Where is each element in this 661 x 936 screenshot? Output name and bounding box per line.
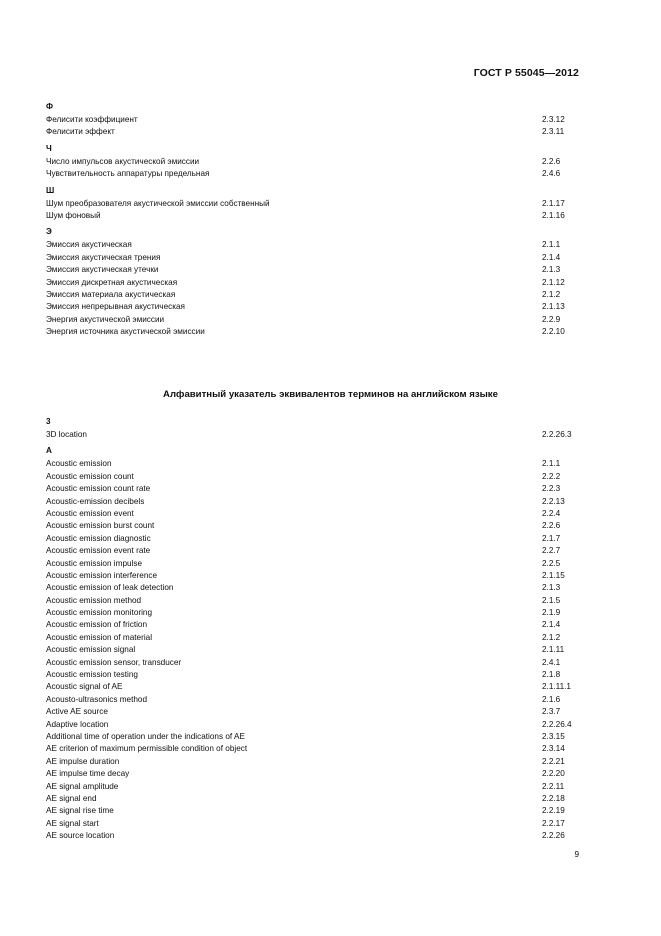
entry-term: Эмиссия материала акустическая [46, 289, 176, 299]
entry-term: Additional time of operation under the indications of AE [46, 731, 245, 741]
russian-term-index [46, 101, 582, 342]
entry-reference: 2.2.2 [542, 471, 561, 481]
entry-term: AE signal end [46, 793, 97, 803]
entry-term: Active AE source [46, 707, 108, 717]
entry-reference: 2.3.12 [542, 115, 565, 124]
index-entry [46, 210, 582, 222]
entry-reference: 2.2.10 [542, 327, 565, 337]
index-entry [46, 818, 582, 830]
entry-reference: 2.1.1 [542, 240, 561, 250]
index-entry [46, 126, 582, 138]
section-letter: 3 [46, 417, 51, 426]
entry-term: AE source location [46, 831, 115, 841]
index-section [46, 416, 582, 441]
entry-term: Acoustic emission method [46, 595, 142, 605]
index-entry [46, 731, 582, 743]
entry-term: Acoustic emission interference [46, 570, 158, 580]
index-entry [46, 508, 582, 520]
entry-reference: 2.1.11.1 [542, 682, 571, 692]
index-entry [46, 793, 582, 805]
index-entry [46, 607, 582, 619]
index-section [46, 226, 582, 338]
entry-term: AE signal start [46, 818, 99, 828]
index-entry [46, 326, 582, 338]
index-entry [46, 289, 582, 301]
entry-reference: 2.2.20 [542, 769, 565, 779]
english-term-index [46, 416, 582, 847]
entry-term: Acoustic-emission decibels [46, 496, 145, 506]
entry-reference: 2.1.3 [542, 583, 561, 593]
entry-term: Acoustic emission impulse [46, 558, 143, 568]
entry-reference: 2.1.16 [542, 210, 565, 220]
index-entry [46, 719, 582, 731]
entry-reference: 2.1.12 [542, 277, 565, 287]
entry-reference: 2.1.8 [542, 670, 561, 680]
entry-term: 3D location [46, 430, 87, 439]
entry-term: Acoustic emission burst count [46, 521, 155, 531]
entry-term: Чувствительность аппаратуры предельная [46, 169, 210, 179]
entry-reference: 2.1.2 [542, 289, 561, 299]
entry-term: Acoustic emission testing [46, 670, 138, 680]
entry-term: Acoustic emission count rate [46, 484, 151, 494]
index-entry [46, 314, 582, 326]
section-letter: Ф [46, 102, 53, 111]
entry-term: Эмиссия акустическая утечки [46, 265, 159, 275]
entry-term: Число импульсов акустической эмиссии [46, 156, 200, 166]
entry-reference: 2.1.5 [542, 595, 561, 605]
index-entry [46, 545, 582, 557]
entry-reference: 2.2.19 [542, 806, 565, 816]
entry-reference: 2.2.9 [542, 314, 561, 324]
entry-reference: 2.3.14 [542, 744, 565, 754]
entry-reference: 2.2.11 [542, 781, 565, 791]
index-entry [46, 619, 582, 631]
entry-reference: 2.1.1 [542, 459, 561, 469]
section-letter: Э [46, 227, 52, 237]
entry-term: Acoustic signal of AE [46, 682, 123, 692]
index-entry [46, 694, 582, 706]
entry-term: Acousto-ultrasonics method [46, 694, 148, 704]
index-entry [46, 168, 582, 180]
entry-reference: 2.2.6 [542, 156, 561, 166]
section-letter: Ш [46, 185, 55, 195]
index-section [46, 101, 582, 139]
entry-reference: 2.1.3 [542, 265, 561, 275]
index-section [46, 143, 582, 181]
index-entry [46, 301, 582, 313]
index-entry [46, 632, 582, 644]
index-entry [46, 706, 582, 718]
index-entry [46, 533, 582, 545]
entry-reference: 2.2.17 [542, 818, 565, 828]
section-letter: A [46, 446, 52, 456]
entry-reference: 2.1.2 [542, 632, 561, 642]
index-entry [46, 595, 582, 607]
index-section [46, 445, 582, 842]
entry-term: Acoustic emission signal [46, 645, 136, 655]
section-letter: Ч [46, 143, 52, 153]
index-entry [46, 669, 582, 681]
entry-reference: 2.2.3 [542, 484, 561, 494]
index-entry [46, 657, 582, 669]
index-entry [46, 768, 582, 780]
entry-reference: 2.1.9 [542, 608, 561, 618]
entry-term: Acoustic emission of friction [46, 620, 148, 630]
entry-term: Acoustic emission of material [46, 632, 153, 642]
index-entry [46, 520, 582, 532]
index-section [46, 185, 582, 223]
entry-term: Acoustic emission count [46, 471, 134, 481]
entry-reference: 2.2.18 [542, 793, 565, 803]
index-entry [46, 681, 582, 693]
entry-reference: 2.4.1 [542, 657, 561, 667]
entry-term: AE signal rise time [46, 806, 114, 816]
index-entry [46, 805, 582, 817]
index-entry [46, 198, 582, 210]
entry-reference: 2.2.6 [542, 521, 561, 531]
entry-reference: 2.2.5 [542, 558, 561, 568]
entry-reference: 2.2.4 [542, 508, 561, 518]
entry-term: Acoustic emission diagnostic [46, 533, 151, 543]
entry-reference: 2.2.21 [542, 756, 565, 766]
index-entry [46, 239, 582, 251]
entry-reference: 2.2.26.3 [542, 430, 572, 439]
entry-term: Фелисити эффект [46, 127, 115, 137]
index-entry [46, 429, 582, 441]
index-entry [46, 471, 582, 483]
entry-term: Энергия источника акустической эмиссии [46, 327, 205, 337]
index-entry [46, 570, 582, 582]
entry-term: Acoustic emission sensor, transducer [46, 657, 182, 667]
index-entry [46, 582, 582, 594]
entry-reference: 2.1.13 [542, 302, 565, 312]
entry-term: AE signal amplitude [46, 781, 119, 791]
entry-term: AE impulse time decay [46, 769, 130, 779]
entry-term: Шум преобразователя акустической эмиссии собственный [46, 198, 270, 208]
entry-reference: 2.3.7 [542, 707, 561, 717]
index-entry [46, 156, 582, 168]
index-entry [46, 558, 582, 570]
entry-reference: 2.1.11 [542, 645, 565, 655]
entry-term: Шум фоновый [46, 210, 101, 220]
entry-reference: 2.1.6 [542, 694, 561, 704]
entry-term: Acoustic emission event [46, 508, 134, 518]
entry-term: Эмиссия акустическая [46, 240, 132, 250]
index-entry [46, 483, 582, 495]
entry-term: Энергия акустической эмиссии [46, 314, 165, 324]
index-entry [46, 252, 582, 264]
index-entry [46, 743, 582, 755]
entry-term: Фелисити коэффициент [46, 115, 138, 124]
entry-term: Acoustic emission [46, 459, 112, 469]
index-entry [46, 114, 582, 126]
index-entry [46, 264, 582, 276]
entry-term: Acoustic emission monitoring [46, 608, 153, 618]
entry-reference: 2.2.7 [542, 546, 561, 556]
entry-term: Эмиссия непрерывная акустическая [46, 302, 185, 312]
document-header: ГОСТ Р 55045—2012 [473, 67, 579, 79]
entry-reference: 2.3.11 [542, 127, 565, 137]
entry-reference: 2.2.26 [542, 831, 565, 841]
entry-reference: 2.3.15 [542, 731, 565, 741]
entry-reference: 2.4.6 [542, 169, 561, 179]
entry-term: Adaptive location [46, 719, 109, 729]
entry-reference: 2.2.26.4 [542, 719, 572, 729]
entry-term: Эмиссия дискретная акустическая [46, 277, 178, 287]
index-entry [46, 756, 582, 768]
entry-term: AE criterion of maximum permissible condition of object [46, 744, 248, 754]
entry-reference: 2.1.7 [542, 533, 561, 543]
entry-reference: 2.1.15 [542, 570, 565, 580]
entry-reference: 2.1.17 [542, 198, 565, 208]
index-entry [46, 496, 582, 508]
entry-reference: 2.1.4 [542, 620, 561, 630]
entry-reference: 2.1.4 [542, 252, 561, 262]
index-entry [46, 830, 582, 842]
entry-term: AE impulse duration [46, 756, 120, 766]
entry-term: Acoustic emission of leak detection [46, 583, 174, 593]
index-entry [46, 644, 582, 656]
entry-reference: 2.2.13 [542, 496, 565, 506]
entry-term: Эмиссия акустическая трения [46, 252, 161, 262]
page-number: 9 [574, 850, 579, 859]
english-index-heading: Алфавитный указатель эквивалентов терминов на английском языке [163, 389, 498, 400]
index-entry [46, 781, 582, 793]
index-entry [46, 458, 582, 470]
entry-term: Acoustic emission event rate [46, 546, 151, 556]
index-entry [46, 277, 582, 289]
